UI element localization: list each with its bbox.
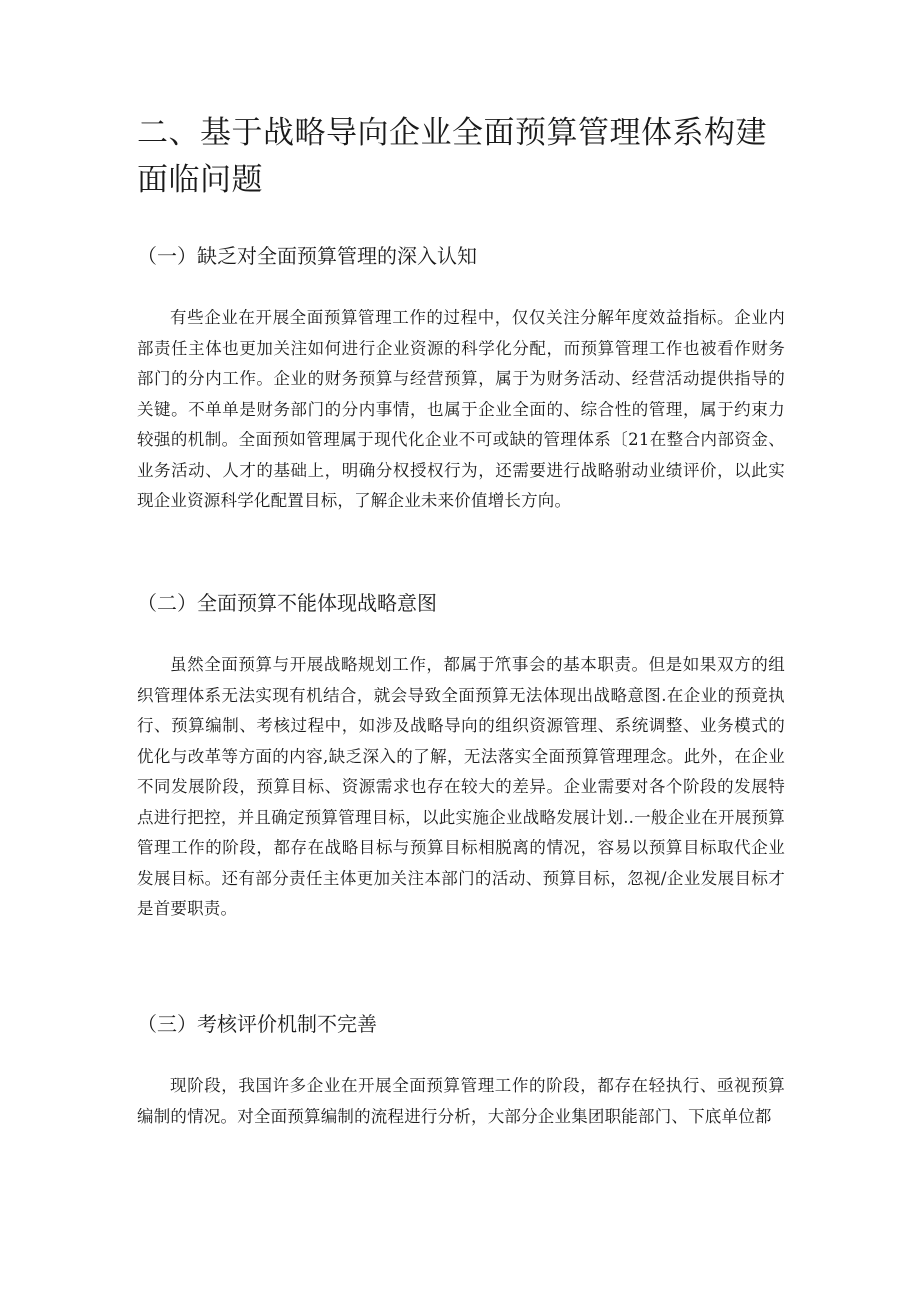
section-heading-2: （二）全面预算不能体现战略意图: [137, 591, 437, 615]
section-paragraph-2: 虽然全面预算与开展战略规划工作，都属于笊事会的基本职责。但是如果双方的组织管理体系无法实现有机结合，就会导致全面预算无法体现出战略意图.在企业的预竟执行、预算编制、考核过程中，如涉及战略导向的组织资源管理、系统调整、业务模式的优化与改革等方面的内容,缺乏深入的了解，无法落实全面预算管理理念。此外，在企业不同发展阶段，预算目标、资源需求也存在较大的差异。企业需要对各个阶段的发展特点进行把控，并且确定预算管理目标，以此实施企业战略发展计划..一般企业在开展预算管理工作的阶段，都存在战略目标与预算目标相脱离的情况，容易以预算目标取代企业发展目标。还有部分责任主体更加关注本部门的活动、预算目标，忽视/企业发展目标才是首要职责。: [137, 655, 785, 918]
document-title: 二、基于战略导向企业全面预算管理体系构建面临问题: [137, 115, 767, 198]
section-paragraph-1: 有些企业在开展全面预算管理工作的过程中，仅仅关注分解年度效益指标。企业内部责任主体也更加关注如何进行企业资源的科学化分配，而预算管理工作也被看作财务部门的分内工作。企业的财务预算与经营预算，属于为财务活动、经营活动提供指导的关键。不单单是财务部门的分内事情，也属于企业全面的、综合性的管理，属于约束力较强的机制。全面预如管理属于现代化企业不可或缺的管理体系〔21在整合内部资金、业务活动、人才的基础上，明确分权授权行为，还需要进行战略驸动业绩评价，以此实现企业资源科学化配置目标，了解企业未来价值增长方向。: [137, 308, 785, 510]
section-heading-3: （三）考核评价机制不完善: [137, 1012, 377, 1036]
section-heading-1: （一）缺乏对全面预算管理的深入认知: [137, 244, 477, 268]
section-paragraph-3: 现阶段，我国许多企业在开展全面预算管理工作的阶段，都存在轻执行、亟视预算编制的情况。对全面预算编制的流程进行分析，大部分企业集团职能部门、下底单位都: [137, 1076, 785, 1126]
